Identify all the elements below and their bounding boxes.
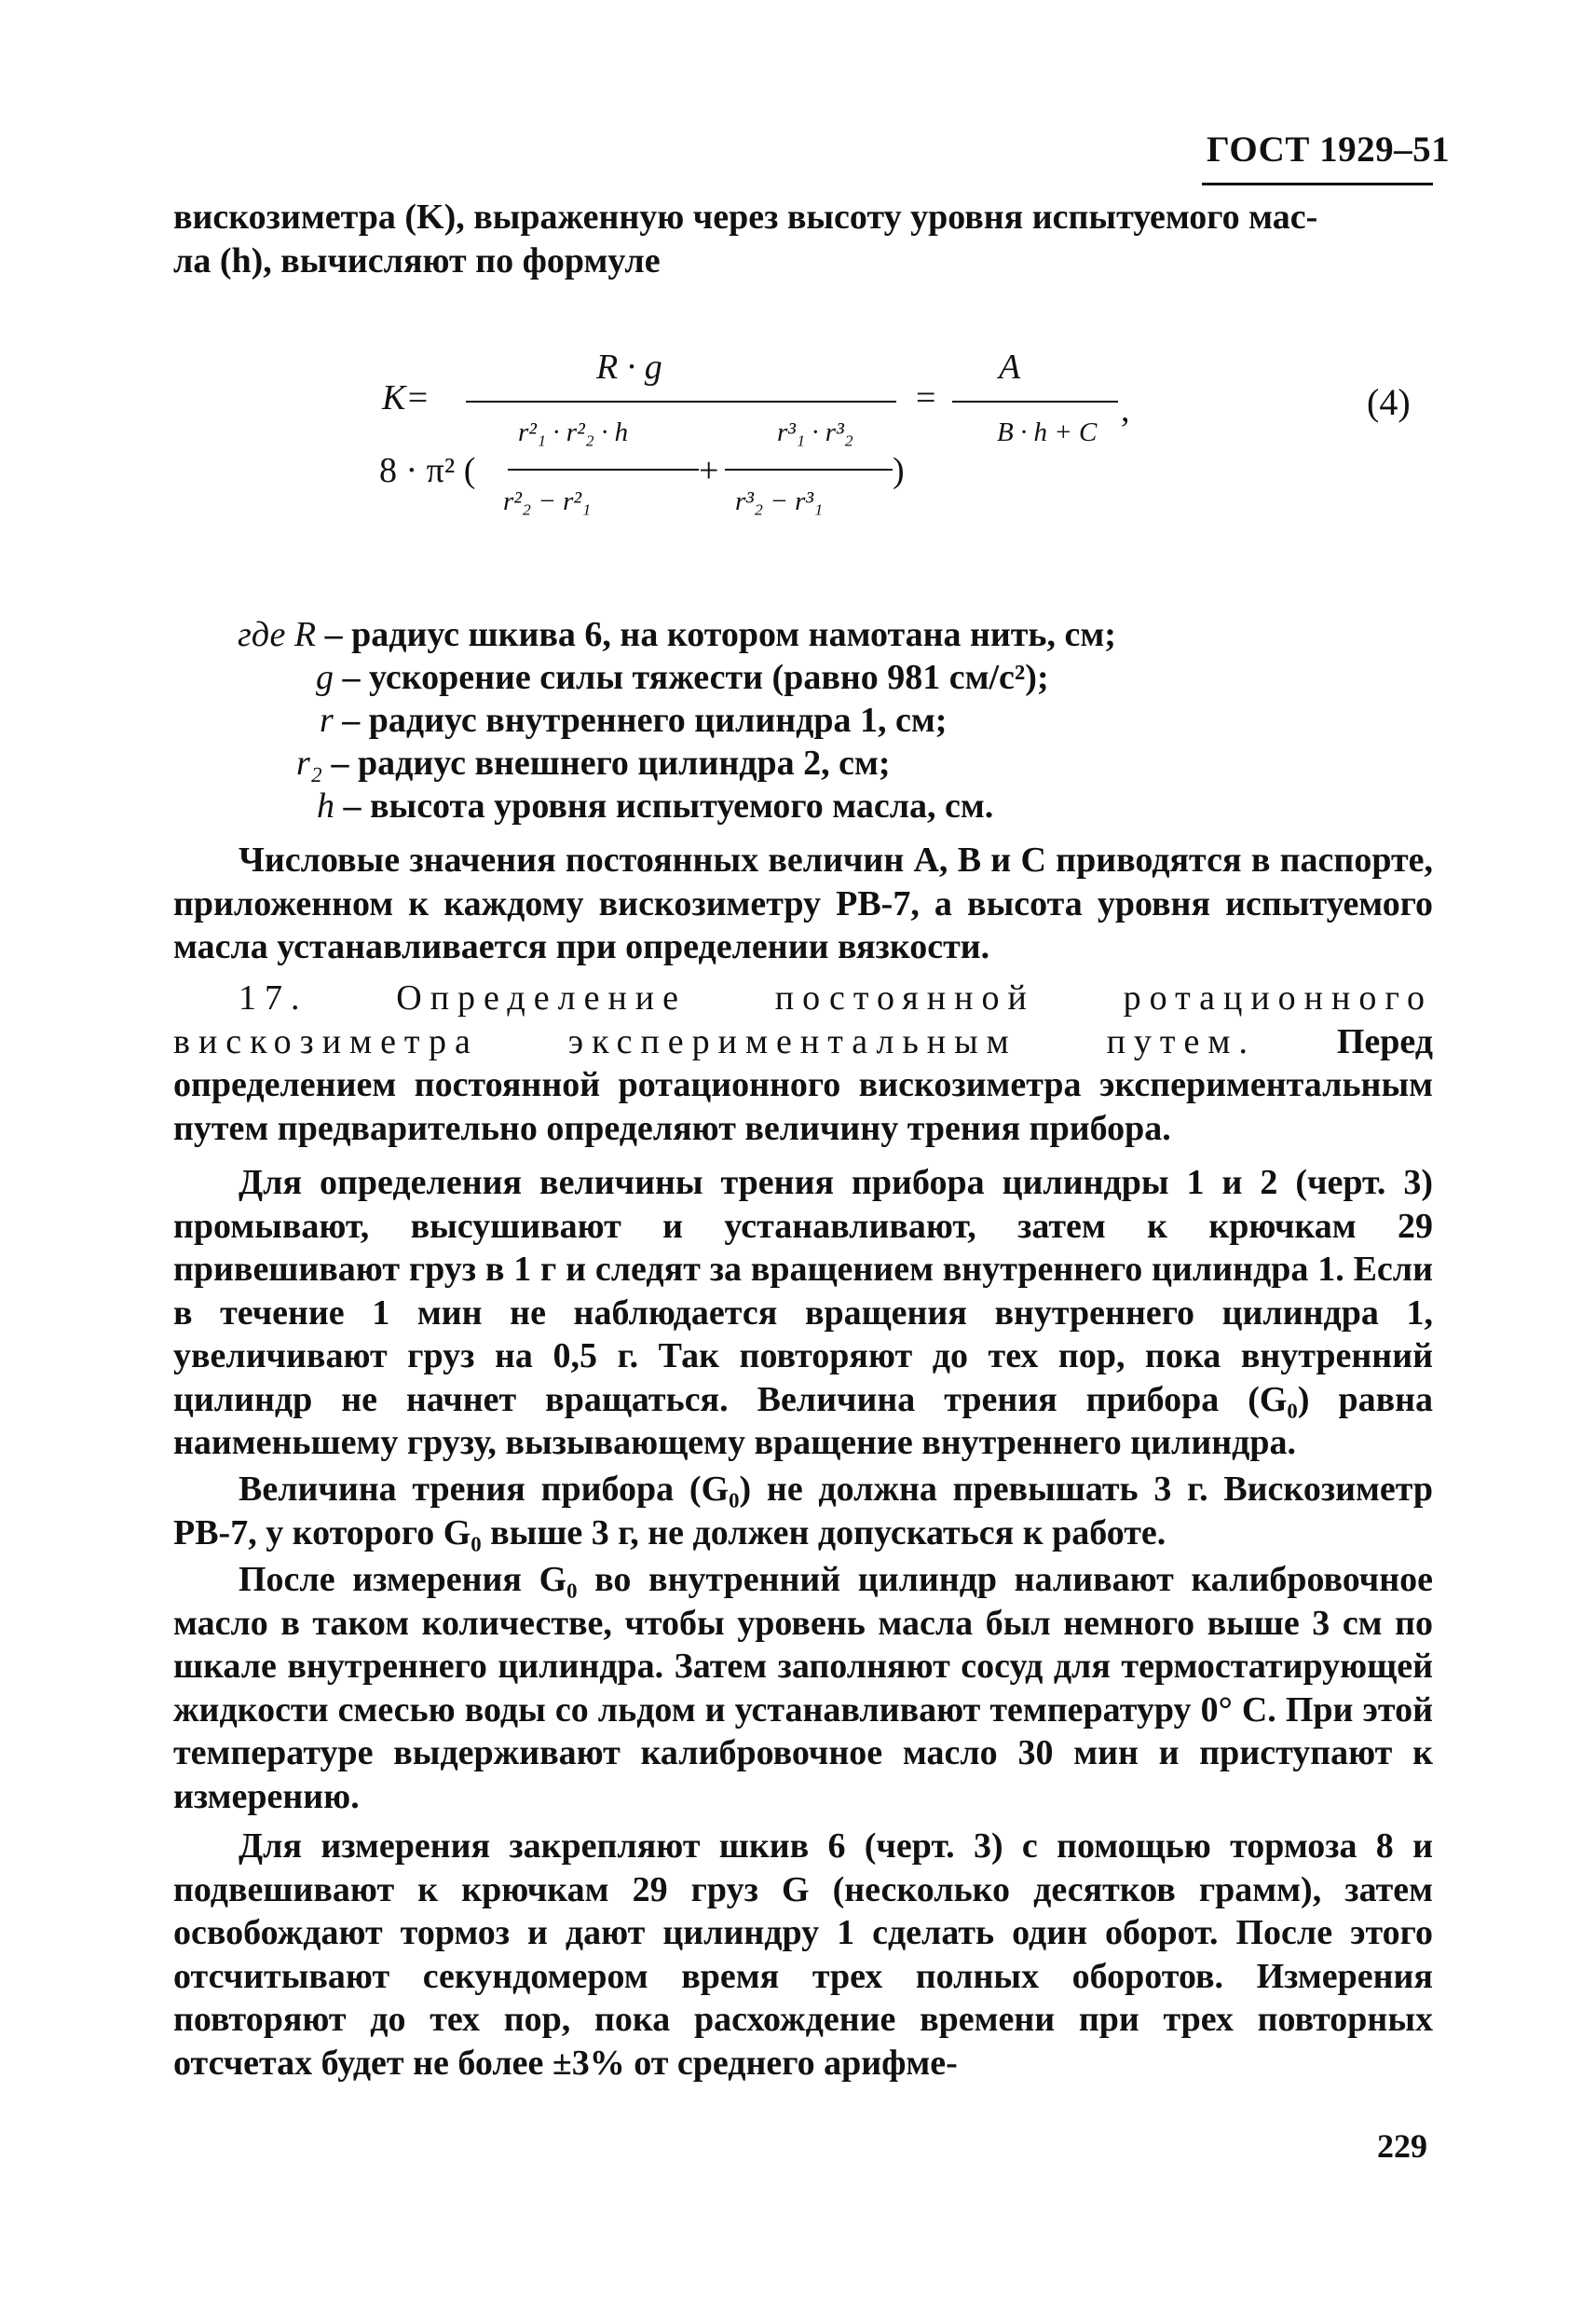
definition-row [296, 742, 891, 785]
formula-right-fraction-bar [952, 401, 1118, 403]
formula-equals: = [916, 378, 936, 417]
header-rule [1202, 183, 1433, 185]
formula-number: (4) [1367, 381, 1411, 423]
formula-inner-bar-2 [725, 469, 893, 471]
definition-text: – высота уровня испытуемого масла, см. [343, 786, 994, 826]
formula-denominator-right: B · h + C [997, 417, 1098, 447]
definition-row [317, 785, 993, 827]
formula-inner-bar-1 [508, 469, 699, 471]
formula-prefix: 8 · π² ( [379, 451, 476, 490]
definition-label: r₂ [296, 744, 322, 783]
formula-close-paren: ) [893, 451, 905, 490]
section-17-title: 17. Определение постоянной ротационного вискозиметра экспериментальным путем. [173, 978, 1433, 1061]
definition-text: – радиус внутреннего цилиндра 1, см; [342, 701, 948, 740]
page-number: 229 [1377, 2127, 1427, 2165]
definition-text: – ускорение силы тяжести (равно 981 см/с²); [342, 658, 1049, 697]
intro-line-2: ла (h), вычисляют по формуле [173, 241, 661, 280]
formula-numerator-left: R · g [596, 348, 662, 387]
definition-row [238, 613, 1116, 656]
formula-lhs: K= [382, 378, 430, 417]
formula-inner-den-2: r³₂ − r³₁ [735, 486, 824, 516]
intro-line-1: вискозиметра (K), выраженную через высоту уровня испытуемого мас- [173, 198, 1318, 237]
definition-label: r [320, 701, 334, 740]
definition-row [316, 656, 1049, 699]
paragraph-measurement: Для измерения закрепляют шкив 6 (черт. 3) с помощью тормоза 8 и подвешивают к крючкам 29 груз G (несколько десятков грамм), затем освобождают тормоз и дают цилиндру 1 сделать один оборот. После этого отсчитывают секундомером время трех полных оборотов. Измерения повторяют до тех пор, пока расхождение времени при трех повторных отсчетах будет не более ±3% от среднего арифме- [173, 1826, 1433, 2083]
formula-numerator-right: A [999, 348, 1021, 387]
paragraph-calibration: После измерения G₀ во внутренний цилиндр наливают калибровочное масло в таком количестве, чтобы уровень масла был немного выше 3 см по шкале внутреннего цилиндра. Затем заполняют сосуд для термостатирующей жидкости смесью воды со льдом и устанавливают температуру 0° С. При этой температуре выдерживают калибровочное масло 30 мин и приступают к измерению. [173, 1560, 1433, 1816]
formula-plus: + [699, 451, 719, 490]
formula-inner-num-1: r²₁ · r²₂ · h [518, 417, 629, 447]
definition-row [320, 699, 947, 742]
definition-text: – радиус внешнего цилиндра 2, см; [331, 744, 891, 783]
section-17-body: Перед определением постоянной ротационного вискозиметра экспериментальным путем предварительно определяют величину трения прибора. [173, 1021, 1433, 1148]
definition-label: h [317, 786, 334, 826]
definition-text: – радиус шкива 6, на котором намотана нить, см; [324, 615, 1116, 654]
formula-main-fraction-bar [466, 401, 896, 403]
document-code-header: ГОСТ 1929–51 [1207, 130, 1451, 170]
formula-comma: , [1121, 390, 1130, 430]
definition-label: где R [238, 615, 317, 654]
formula-inner-den-1: r²₂ − r²₁ [503, 486, 592, 516]
paragraph-section-17 [173, 977, 1433, 1150]
paragraph-constants: Числовые значения постоянных величин A, B и C приводятся в паспорте, приложенном к каждому вискозиметру РВ-7, а высота уровня испытуемого масла устанавливается при определении вязкости. [173, 841, 1433, 966]
formula-inner-num-2: r³₁ · r³₂ [777, 417, 853, 447]
paragraph-friction-limit: Величина трения прибора (G₀) не должна превышать 3 г. Вискозиметр РВ-7, у которого G₀ выше 3 г, не должен допускаться к работе. [173, 1470, 1433, 1552]
paragraph-friction: Для определения величины трения прибора цилиндры 1 и 2 (черт. 3) промывают, высушивают и устанавливают, затем к крючкам 29 привешивают груз в 1 г и следят за вращением внутреннего цилиндра 1. Если в течение 1 мин не наблюдается вращения внутреннего цилиндра 1, увеличивают груз на 0,5 г. Так повторяют до тех пор, пока внутренний цилиндр не начнет вращаться. Величина трения прибора (G₀) равна наименьшему грузу, вызывающему вращение внутреннего цилиндра. [173, 1163, 1433, 1462]
definition-label: g [316, 658, 334, 697]
